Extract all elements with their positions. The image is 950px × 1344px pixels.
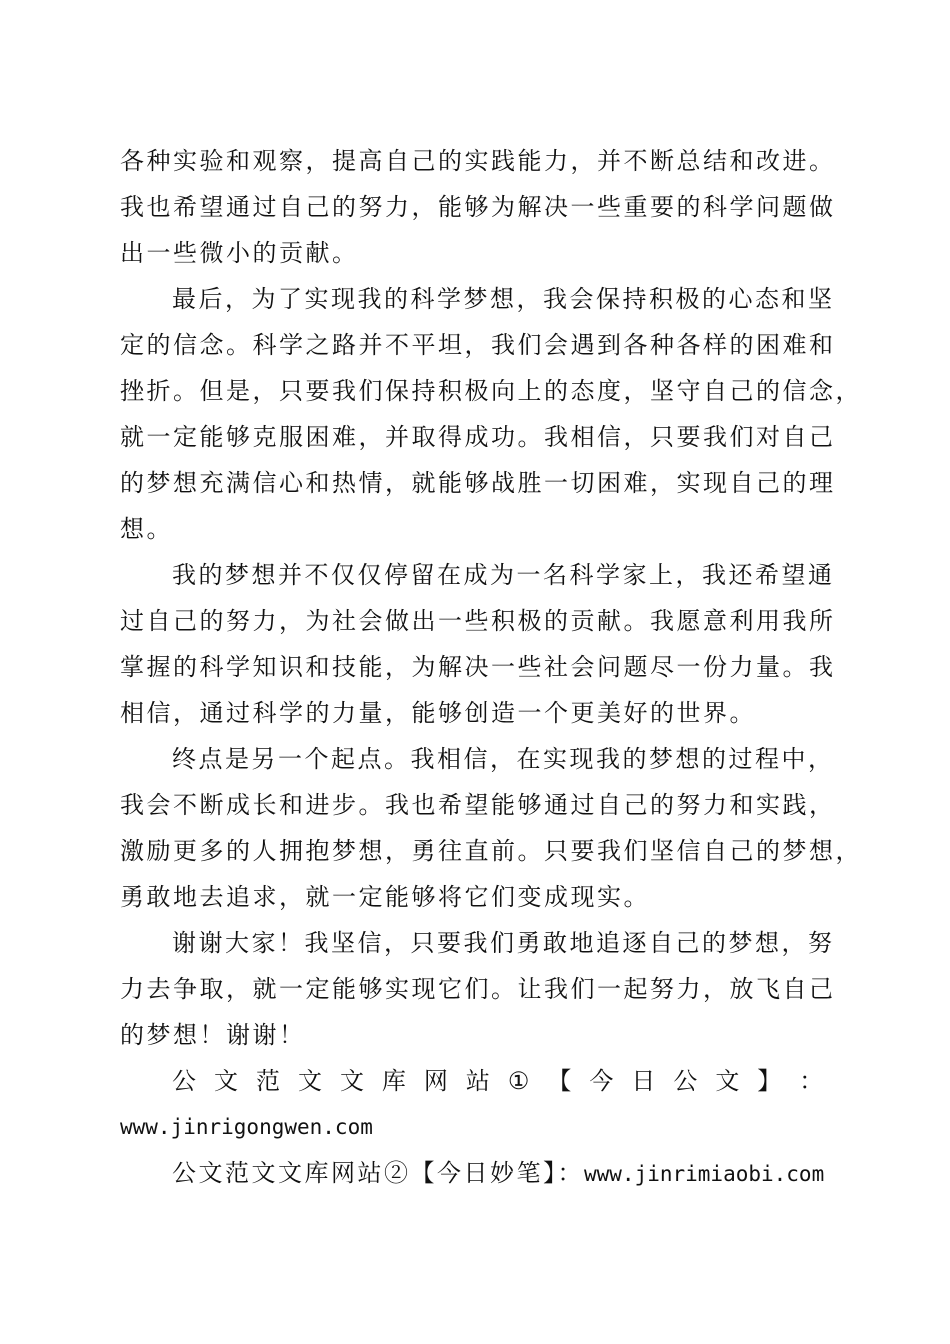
site1-char: 文	[715, 1067, 742, 1095]
text-line: 谢谢大家！我坚信，只要我们勇敢地追逐自己的梦想，努	[172, 929, 835, 957]
site1-char: 【	[547, 1067, 574, 1095]
text-line: 力去争取，就一定能够实现它们。让我们一起努力，放飞自己	[120, 975, 836, 1003]
text-line: 我也希望通过自己的努力，能够为解决一些重要的科学问题做	[120, 193, 836, 221]
paragraph-2	[120, 276, 862, 552]
site1-char: 日	[631, 1067, 658, 1095]
site1-char: 公	[673, 1067, 700, 1095]
text-line: 各种实验和观察，提高自己的实践能力，并不断总结和改进。	[120, 147, 836, 175]
text-line: 我的梦想并不仅仅停留在成为一名科学家上，我还希望通	[172, 561, 835, 589]
text-line: 我会不断成长和进步。我也希望能够通过自己的努力和实践，	[120, 791, 836, 819]
text-line: 勇敢地去追求，就一定能够将它们变成现实。	[120, 883, 650, 911]
site1-char: 文	[213, 1067, 241, 1095]
site1-char: ①	[507, 1067, 532, 1095]
text-line: 掌握的科学知识和技能，为解决一些社会问题尽一份力量。我	[120, 653, 836, 681]
site2-label: 公文范文文库网站②【今日妙笔】：	[172, 1159, 584, 1187]
text-line: 的梦想！谢谢！	[120, 1021, 306, 1049]
site1-char: 库	[381, 1067, 409, 1095]
text-line: 就一定能够克服困难，并取得成功。我相信，只要我们对自己	[120, 423, 836, 451]
site2-line	[120, 1150, 828, 1196]
text-line: 相信，通过科学的力量，能够创造一个更美好的世界。	[120, 699, 756, 727]
site1-char: 今	[589, 1067, 616, 1095]
text-line: 的梦想充满信心和热情，就能够战胜一切困难，实现自己的理	[120, 469, 836, 497]
paragraph-3	[120, 552, 836, 736]
site1-char: 文	[297, 1067, 325, 1095]
site1-char: 公	[172, 1067, 199, 1095]
document-body	[120, 138, 862, 1196]
footer-links	[120, 1058, 828, 1196]
text-line: 最后，为了实现我的科学梦想，我会保持积极的心态和坚	[172, 285, 835, 313]
text-line: 定的信念。科学之路并不平坦，我们会遇到各种各样的困难和	[120, 331, 836, 359]
site1-url-link[interactable]: www.jinrigongwen.com	[120, 1115, 373, 1139]
text-line: 激励更多的人拥抱梦想，勇往直前。只要我们坚信自己的梦想，	[120, 837, 862, 865]
site1-char: 范	[255, 1067, 283, 1095]
site1-char: 文	[339, 1067, 367, 1095]
text-line: 出一些微小的贡献。	[120, 239, 359, 267]
text-line: 终点是另一个起点。我相信，在实现我的梦想的过程中，	[172, 745, 835, 773]
site1-char: 】	[757, 1067, 784, 1095]
paragraph-1	[120, 138, 836, 276]
paragraph-4	[120, 736, 862, 920]
text-line: 过自己的努力，为社会做出一些积极的贡献。我愿意利用我所	[120, 607, 836, 635]
text-line: 挫折。但是，只要我们保持积极向上的态度，坚守自己的信念，	[120, 377, 862, 405]
paragraph-5	[120, 920, 836, 1058]
site1-label	[120, 1058, 828, 1104]
site2-url-link[interactable]: www.jinrimiaobi.com	[584, 1162, 825, 1186]
text-line: 想。	[120, 515, 173, 543]
site1-char: ：	[799, 1067, 826, 1095]
site1-char: 网	[423, 1067, 451, 1095]
site1-char: 站	[465, 1067, 493, 1095]
